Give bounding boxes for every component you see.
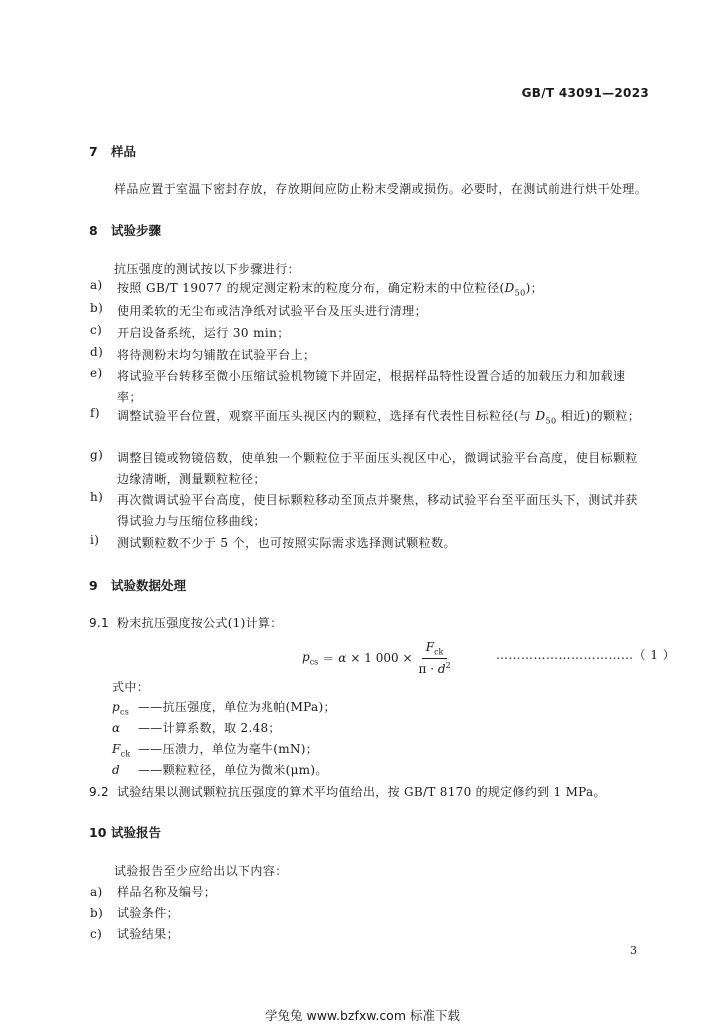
definition-symbol: F: [112, 742, 121, 756]
item-label: d): [90, 345, 104, 359]
definition-subscript: cs: [119, 707, 130, 717]
item-text: 按照 GB/T 19077 的规定测定粉末的粒度分布，确定粉末的中位粒径(: [117, 281, 505, 295]
section-8-intro: 抗压强度的测试按以下步骤进行：: [114, 262, 301, 276]
section-9-heading: [89, 576, 186, 594]
item-text: 调整试验平台位置，观察平面压头视区内的颗粒，选择有代表性目标粒径(与: [117, 409, 536, 423]
equation-number: ……………………………（ 1 ）: [496, 648, 676, 662]
item-text: 使用柔软的无尘布或洁净纸对试验平台及压头进行清理；: [117, 304, 428, 318]
item-text: 样品名称及编号；: [117, 885, 217, 899]
definition-text: ——压溃力，单位为毫牛(mN)；: [138, 742, 319, 756]
clause-number: 9.2: [89, 785, 109, 799]
definition-symbol: d: [112, 763, 120, 777]
list-item: [90, 533, 644, 554]
item-label: i): [90, 533, 100, 547]
list-item: [90, 406, 644, 431]
formula-superscript: 2: [445, 661, 451, 671]
item-text: 调整目镜或物镜倍数，使单独一个颗粒位于平面压头视区中心，微调试验平台高度，使目标颗粒边缘清晰，测量颗粒粒径；: [117, 451, 638, 486]
formula-1: [302, 640, 451, 676]
definition-row: [112, 740, 318, 758]
formula-text: π ·: [418, 662, 438, 677]
list-item: [90, 883, 216, 900]
section-8-heading: [89, 221, 161, 239]
formula-fraction: [419, 640, 451, 676]
page-number: 3: [630, 944, 637, 957]
definition-symbol: α: [112, 721, 121, 735]
list-item: [90, 301, 644, 322]
section-title: 试验数据处理: [111, 578, 187, 593]
item-label: f): [90, 406, 100, 420]
formula-subscript: ck: [434, 647, 444, 657]
item-text: 再次微调试验平台高度，使目标颗粒移动至顶点并聚焦，移动试验平台至平面压头下，测试并获得试验力与压缩位移曲线；: [117, 493, 638, 528]
clause-9-1: [89, 614, 283, 631]
formula-symbol: F: [425, 640, 435, 654]
item-text: 开启设备系统，运行 30 min；: [117, 326, 290, 340]
item-label: b): [90, 301, 104, 315]
list-item: [90, 925, 179, 942]
section-7-body: 样品应置于室温下密封存放，存放期间应防止粉末受潮或损伤。必要时，在测试前进行烘干处理。: [114, 182, 648, 196]
definition-subscript: ck: [120, 749, 131, 759]
standard-number: GB/T 43091—2023: [521, 86, 649, 100]
item-text-end: )；: [525, 281, 544, 295]
fraction-numerator: [422, 640, 448, 659]
list-item: [90, 490, 644, 532]
clause-text: 试验结果以测试颗粒抗压强度的算术平均值给出，按 GB/T 8170 的规定修约到 1 MPa。: [117, 785, 606, 799]
item-label: c): [90, 323, 103, 337]
item-label: e): [90, 366, 103, 380]
formula-symbol: p: [302, 650, 310, 664]
where-label: 式中：: [112, 680, 150, 694]
equals-sign: ＝: [322, 651, 335, 666]
item-label: a): [90, 885, 103, 899]
footer-watermark[interactable]: 学兔兔 www.bzfxw.com 标准下载: [265, 1008, 460, 1023]
formula-coefficient: α: [338, 651, 347, 666]
symbol: D: [535, 409, 546, 423]
item-label: h): [90, 490, 104, 504]
section-10-heading: [89, 823, 161, 841]
section-7-heading: [89, 142, 136, 160]
item-label: g): [90, 448, 104, 462]
section-title: 试验报告: [111, 825, 162, 840]
definition-row: [112, 761, 328, 779]
clause-9-2: [89, 783, 606, 800]
item-label: c): [90, 927, 103, 941]
section-title: 试验步骤: [111, 223, 162, 238]
list-item: [90, 904, 179, 921]
definition-row: [112, 698, 336, 716]
section-number: 10: [89, 825, 107, 840]
list-item: [90, 366, 644, 408]
section-number: 7: [89, 144, 98, 159]
clause-number: 9.1: [89, 616, 109, 630]
formula-multiplier: × 1 000 ×: [350, 651, 413, 666]
item-text: 试验结果；: [117, 927, 180, 941]
formula-subscript: cs: [309, 657, 319, 667]
list-item: [90, 323, 644, 344]
list-item: [90, 278, 644, 303]
symbol: D: [504, 281, 515, 295]
item-text: 试验条件；: [117, 906, 180, 920]
section-number: 8: [89, 223, 98, 238]
formula-symbol: d: [437, 662, 446, 677]
item-text: 将待测粉末均匀铺散在试验平台上；: [117, 348, 316, 362]
list-item: [90, 345, 644, 366]
clause-text: 粉末抗压强度按公式(1)计算：: [117, 616, 283, 630]
item-label: b): [90, 906, 104, 920]
section-number: 9: [89, 578, 98, 593]
definition-text: ——抗压强度，单位为兆帕(MPa)；: [138, 700, 336, 714]
subscript: 50: [545, 416, 557, 426]
list-item: [90, 448, 644, 490]
item-label: a): [90, 278, 103, 292]
definition-symbol: p: [112, 700, 120, 714]
subscript: 50: [514, 288, 526, 298]
definition-text: ——颗粒粒径，单位为微米(μm)。: [138, 763, 328, 777]
definition-row: [112, 719, 281, 737]
item-text: 将试验平台转移至微小压缩试验机物镜下并固定，根据样品特性设置合适的加载压力和加载速率；: [117, 369, 626, 404]
item-text-end: 相近)的颗粒；: [556, 409, 641, 423]
fraction-denominator: [419, 659, 451, 676]
definition-text: ——计算系数，取 2.48；: [138, 721, 281, 735]
section-title: 样品: [111, 144, 137, 159]
item-text: 测试颗粒数不少于 5 个，也可按照实际需求选择测试颗粒数。: [117, 536, 456, 550]
section-10-intro: 试验报告至少应给出以下内容：: [114, 864, 288, 878]
